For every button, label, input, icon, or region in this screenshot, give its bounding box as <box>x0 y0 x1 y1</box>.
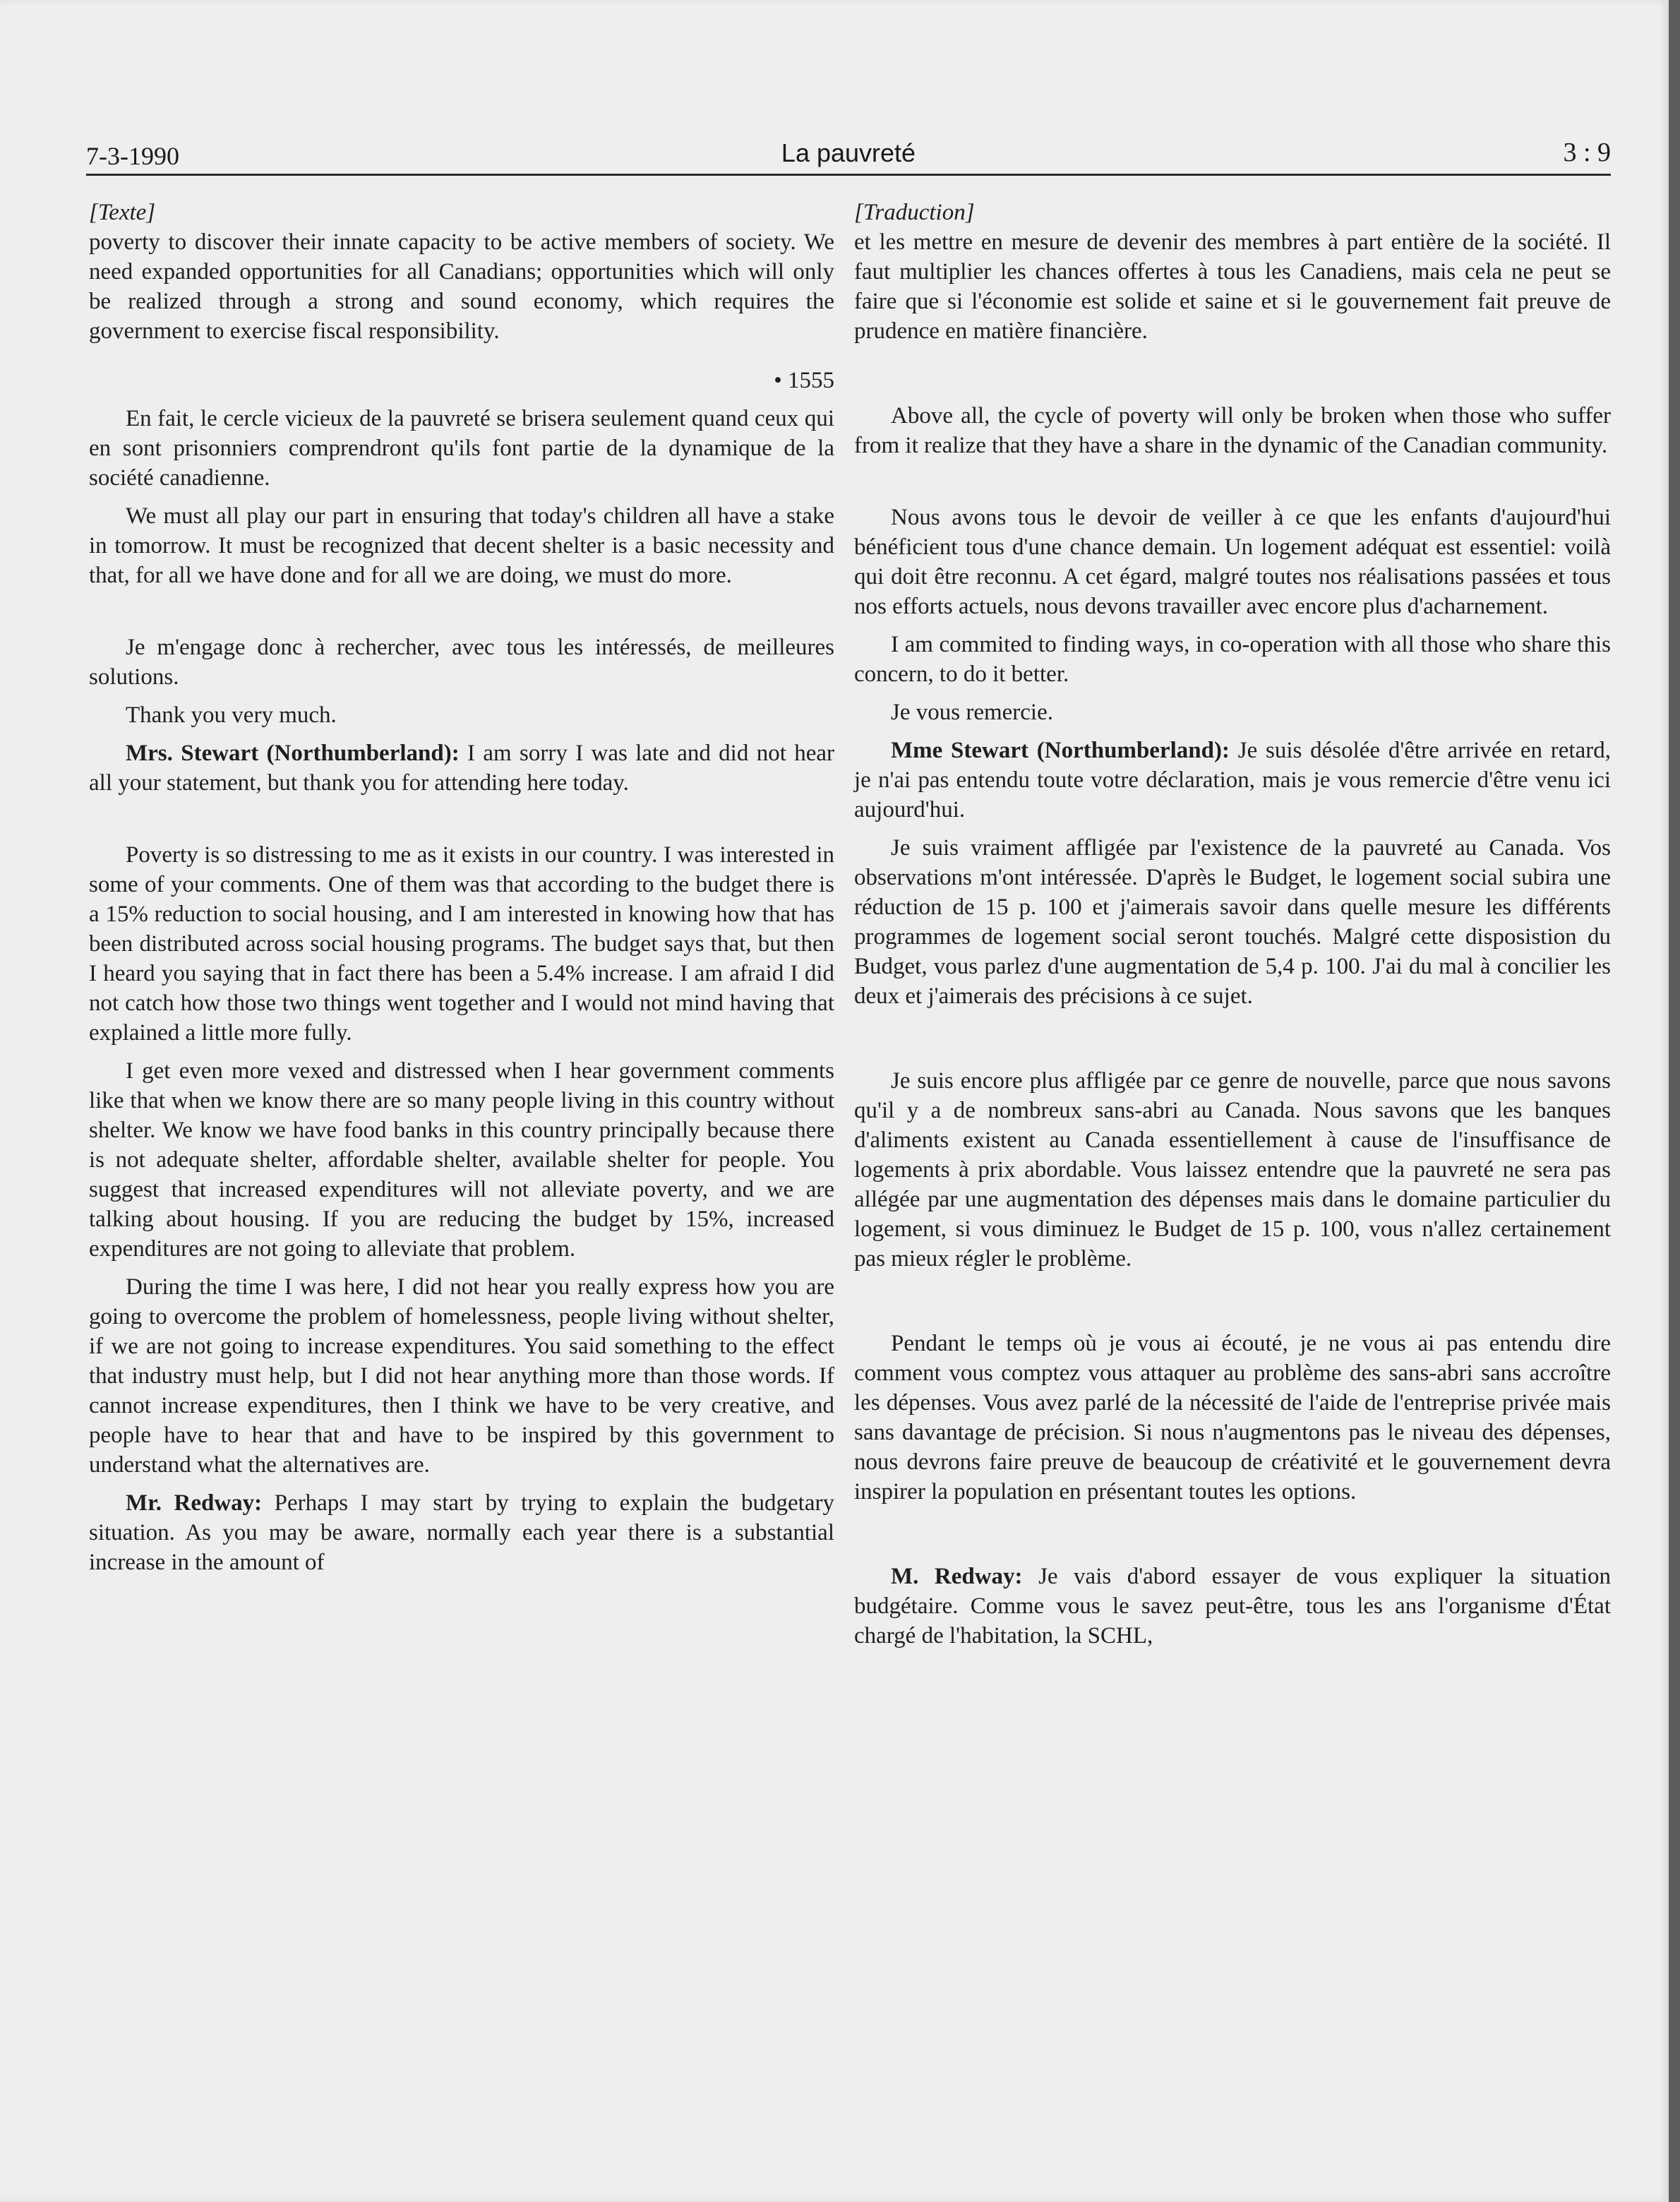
section-label-traduction: [Traduction] <box>854 200 975 225</box>
header-title: La pauvreté <box>781 138 916 167</box>
speaker-name: M. Redway: <box>891 1564 1023 1589</box>
paragraph: Je vous remercie. <box>891 700 1053 725</box>
paragraph: Thank you very much. <box>126 702 337 728</box>
speaker-name: Mr. Redway: <box>126 1490 263 1516</box>
paragraph: Above all, the cycle of poverty will only be broken when those who suffer from it realize that they have a share in the dynamic of the Canadian community. <box>854 403 1611 458</box>
page-header <box>86 127 1611 176</box>
header-date: 7-3-1990 <box>86 142 179 170</box>
paragraph: During the time I was here, I did not hear you really express how you are going to overcome the problem of homelessness, people living without shelter, if we are not going to increase expenditures. You said something to the effect that industry must help, but I did not hear anything more than those words. If cannot increase expenditures, then I think we have to be very creative, and people have to hear that and have to be inspired by this government to understand what the alternatives are. <box>89 1274 834 1478</box>
speaker-paragraph <box>89 738 834 798</box>
left-column-english <box>89 198 834 1577</box>
scan-edge <box>1669 0 1680 2202</box>
paragraph: poverty to discover their innate capacity to be active members of society. We need expanded opportunities for all Canadians; opportunities which will only be realized through a strong and sound economy, which requires the government to exercise fiscal responsibility. <box>89 229 834 344</box>
paragraph: I get even more vexed and distressed when I hear government comments like that when we know there are so many people living in this country without shelter. We know we have food banks in this country principally because there is not adequate shelter, affordable shelter, available shelter for people. You suggest that increased expenditures will not alleviate poverty, and we are talking about housing. If you are reducing the budget by 15%, increased expenditures are not going to alleviate that problem. <box>89 1058 834 1262</box>
speaker-paragraph <box>89 1488 834 1577</box>
paragraph: Pendant le temps où je vous ai écouté, je ne vous ai pas entendu dire comment vous comptez vous attaquer au problème des sans-abri sans accroître les dépenses. Vous avez parlé de la nécessité de l'aide de l'entreprise privée mais sans davantage de précision. Si nous n'augmentons pas le niveau des dépenses, nous devrons faire preuve de beaucoup de créativité et le gouvernement devra inspirer la population en présentant toutes les options. <box>854 1331 1611 1504</box>
speaker-text: Perhaps I may start by trying to explain the budgetary situation. As you may be aware, normally each year there is a substantial increase in the amount of <box>89 1490 834 1575</box>
paragraph: Je suis encore plus affligée par ce genre de nouvelle, parce que nous savons qu'il y a de nombreux sans-abri au Canada. Nous savons que les banques d'aliments existent au Canada essentiellement à cause de l'insuffisance de logements à prix abordable. Vous laissez entendre que la pauvreté ne sera pas allégée par une augmentation des dépenses mais dans le domaine particulier du logement, si vous diminuez le Budget de 15 p. 100, vous n'allez certainement pas mieux régler le problème. <box>854 1068 1611 1271</box>
paragraph: I am commited to finding ways, in co-operation with all those who share this concern, to do it better. <box>854 632 1611 687</box>
speaker-text: Je suis désolée d'être arrivée en retard, je n'ai pas entendu toute votre déclaration, mais je vous remercie d'être venu ici aujourd'hui. <box>854 738 1611 822</box>
section-label-texte: [Texte] <box>89 200 156 225</box>
paragraph: We must all play our part in ensuring that today's children all have a stake in tomorrow. It must be recognized that decent shelter is a basic necessity and that, for all we have done and for all we are doing, we must do more. <box>89 503 834 588</box>
paragraph: Nous avons tous le devoir de veiller à ce que les enfants d'aujourd'hui bénéficient tous d'une chance demain. Un logement adéquat est essentiel: voilà qui doit être reconnu. A cet égard, malgré toutes nos réalisations passées et tous nos efforts actuels, nous devons travailler avec encore plus d'acharnement. <box>854 505 1611 619</box>
speaker-name: Mme Stewart (Northumberland): <box>891 738 1230 763</box>
time-marker: • 1555 <box>774 368 834 393</box>
speaker-paragraph <box>854 736 1611 825</box>
right-column-french <box>854 198 1611 1651</box>
speaker-name: Mrs. Stewart (Northumberland): <box>126 741 460 766</box>
paragraph: et les mettre en mesure de devenir des membres à part entière de la société. Il faut multiplier les chances offertes à tous les Canadiens, mais cela ne peut se faire que si l'économie est solide et saine et si le gouvernement fait preuve de prudence en matière financière. <box>854 229 1611 344</box>
paragraph: Poverty is so distressing to me as it exists in our country. I was interested in some of your comments. One of them was that according to the budget there is a 15% reduction to social housing, and I am interested in knowing how that has been distributed across social housing programs. The budget says that, but then I heard you saying that in fact there has been a 5.4% increase. I am afraid I did not catch how those two things went together and I would not mind having that explained a little more fully. <box>89 842 834 1046</box>
speaker-text: Je vais d'abord essayer de vous expliquer la situation budgétaire. Comme vous le savez peut-être, tous les ans l'organisme d'État chargé de l'habitation, la SCHL, <box>854 1564 1611 1648</box>
speaker-text: I am sorry I was late and did not hear all your statement, but thank you for attending here today. <box>89 741 835 796</box>
header-page-number: 3 : 9 <box>1563 138 1611 167</box>
paragraph: En fait, le cercle vicieux de la pauvreté se brisera seulement quand ceux qui en sont prisonniers comprendront qu'ils font partie de la dynamique de la société canadienne. <box>89 406 834 491</box>
speaker-paragraph <box>854 1562 1611 1651</box>
paragraph: Je m'engage donc à rechercher, avec tous les intéressés, de meilleures solutions. <box>89 635 834 690</box>
paragraph: Je suis vraiment affligée par l'existence de la pauvreté au Canada. Vos observations m'ont intéressée. D'après le Budget, le logement social subira une réduction de 15 p. 100 et j'aimerais savoir dans quelle mesure les différents programmes de logement social seront touchés. Malgré cette disposistion du Budget, vous parlez d'une augmentation de 5,4 p. 100. J'ai du mal à concilier les deux et j'aimerais des précisions à ce sujet. <box>854 835 1611 1009</box>
